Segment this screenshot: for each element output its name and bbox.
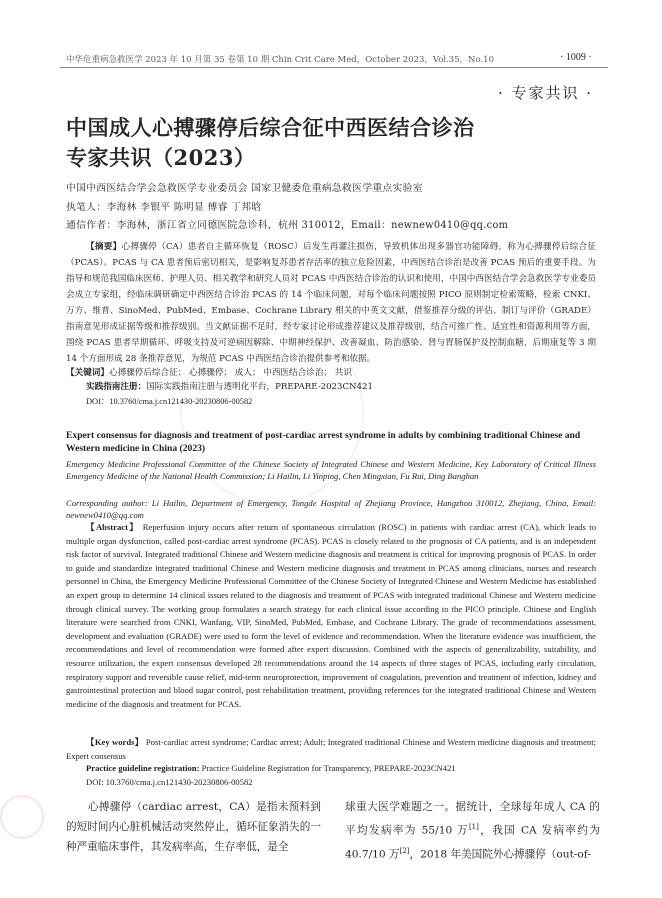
- chinese-doi: DOI：10.3760/cma.j.cn121430-20230806-00582: [86, 397, 253, 406]
- reference-2[interactable]: [2]: [399, 846, 410, 855]
- body-right-part-1: 球重大医学难题之一。据统计，全球每年成人 CA 的平均发病率为 55/10 万: [345, 801, 600, 837]
- title-line-1: 中国成人心搏骤停后综合征中西医结合诊治: [66, 115, 475, 140]
- english-title: Expert consensus for diagnosis and treatment of post-cardiac arrest syndrome in adults by combining traditional Chinese and Western medicine in China (2023): [66, 430, 581, 454]
- english-abstract-text: Reperfusion injury occurs after return of spontaneous circulation (ROSC) in patients with cardiac arrest (CA), which leads to multiple organ dysfunction, called post-cardiac arrest syndrome (PCAS). PCAS is closely related to the prognosis of CA patients, and is an independent risk factor of survival. Integrated traditional Chinese and Western medicine diagnosis and treatment is critical for improving prognosis of PCAS. In order to guide and standardize integrated traditional Chinese and Western medicine diagnosis and treatment in PCAS among clinicians, nurses and research personnel in China, the Emergency Medicine Professional Committee of the Chinese Society of Integrated Chinese and Western Medicine has established an expert group to determine 14 clinical issues related to the diagnosis and treatment of PCAS with integrated traditional Chinese and Western medicine through clinical survey. The working group formulates a search strategy for each clinical issue according to the PICO principle. Chinese and English literature were searched from CNKI, Wanfang, VIP, SinoMed, PubMed, Embase, and Cochrane Library. The grade of recommendations assessment, development and evaluation (GRADE) were used to form the level of evidence and recommendation. When the literature evidence was insufficient, the recommendations and level of recommendation were formed after expert discussion. Combined with the aspects of generalizability, suitability, and resource utilization, the expert consensus developed 28 recommendations around the 14 aspects of three stages of PCAS, including early circulation, respiratory support and reversible cause relief, mid-term neuroprotection, improvement of coagulation, prevention and treatment of infection, kidney and gastrointestinal protection and blood sugar control, post rehabilitation treatment, providing references for the integrated traditional Chinese and Western medicine of the diagnosis and treatment for PCAS.: [66, 522, 596, 709]
- keywords-text: 心搏骤停后综合征； 心搏骤停； 成人； 中西医结合诊治； 共识: [108, 368, 352, 378]
- english-abstract-label: 【Abstract】: [86, 522, 140, 532]
- english-keywords-text: Post-cardiac arrest syndrome; Cardiac arrest; Adult; Integrated traditional Chinese and Western medicine diagnosis and treatment; Expert consensus: [66, 737, 597, 761]
- corner-watermark: [0, 795, 44, 839]
- author-writers: 执笔人：李海林 李银平 陈明显 傅睿 丁邦晗: [66, 202, 262, 213]
- english-guideline-text: Practice Guideline Registration for Transparency, PREPARE-2023CN421: [201, 763, 456, 773]
- body-text-left-column: 心搏骤停（cardiac arrest，CA）是指未预料到的短时间内心脏机械活动突然停止，循环征象消失的一种严重临床事件，其发病率高，生存率低，是全: [66, 801, 321, 853]
- english-doi: DOI: 10.3760/cma.j.cn121430-20230806-00582: [86, 777, 253, 787]
- abstract-label: 【摘要】: [86, 242, 122, 252]
- english-affiliation: Emergency Medicine Professional Committee of the Chinese Society of Integrated Chinese and Western Medicine, Key Laboratory of Critical Illness Emergency Medicine of the National Health Commission; Li Hailin, Li Yinping, Chen Mingxian, Fu Rui, Ding Banghan: [66, 459, 596, 481]
- column-label: · 专家共识 ·: [498, 84, 594, 102]
- chinese-guideline-registration: [86, 380, 373, 392]
- running-header-journal: 中华危重病急救医学 2023 年 10 月第 35 卷第 10 期 Chin Crit Care Med，October 2023，Vol.35，No.10: [66, 55, 494, 65]
- body-right-part-2: ，我国 CA 发病率约为 40.7/10 万: [345, 824, 600, 861]
- english-abstract: [66, 521, 596, 711]
- english-guideline-registration: [86, 763, 456, 773]
- chinese-keywords: [66, 365, 596, 381]
- english-keywords-label: 【Key words】: [86, 737, 144, 747]
- guideline-label: 实践指南注册：: [86, 382, 147, 392]
- english-guideline-label: Practice guideline registration:: [86, 763, 200, 773]
- keywords-label: 【关键词】: [66, 368, 109, 378]
- corresponding-author: 通信作者：李海林，浙江省立同德医院急诊科，杭州 310012，Email：newnew0410@qq.com: [66, 220, 509, 231]
- body-right-part-3: ，2018 年美国院外心搏骤停（out-of-: [409, 848, 591, 861]
- abstract-text: 心搏骤停（CA）患者自主循环恢复（ROSC）后发生再灌注损伤，导致机体出现多器官功能障碍，称为心搏骤停后综合征（PCAS）。PCAS 与 CA 患者预后密切相关，是影响复苏患者存活率的独立危险因素，中西医结合诊治是改善 PCAS 预后的重要手段。为指导和规范我国临床医师、护理人员、相关教学和研究人员对 PCAS 中西医结合诊治的认识和使用，中国中西医结合学会急救医学专业委员会成立专家组，经临床调研确定中西医结合诊治 PCAS 的 14 个临床问题，对每个临床问题按照 PICO 原则制定检索策略，检索 CNKI、万方、维普、SinoMed、PubMed、Embase、Cochrane Library 相关的中英文文献，借鉴推荐分级的评估、制订与评价（GRADE）指南意见形成证据等级和推荐级别。当文献证据不足时，经专家讨论形成推荐建议及推荐级别，结合可推广性、适宜性和资源利用等方面，围绕 PCAS 患者早期循环、呼吸支持及可逆病因解除、中期神经保护、改善凝血、防治感染、肾与胃肠保护及控制血糖，后期康复等 3 期 14 个方面形成 28 条推荐意见，为规范 PCAS 中西医结合诊治提供参考和依据。: [66, 242, 596, 364]
- guideline-text: 国际实践指南注册与透明化平台，PREPARE-2023CN421: [146, 382, 373, 392]
- body-text-right-column: [345, 797, 600, 864]
- english-corresponding-author: Corresponding author: Li Hailin, Department of Emergency, Tongde Hospital of Zhejiang Province, Hangzhou 310012, Zhejiang, China, Email: newnew0410@qq.com: [66, 498, 596, 520]
- author-affiliation: 中国中西医结合学会急救医学专业委员会 国家卫健委危重病急救医学重点实验室: [66, 183, 423, 194]
- title-line-2: 专家共识（2023）: [66, 145, 256, 170]
- page-number: · 1009 ·: [560, 52, 592, 63]
- header-rule: [60, 67, 608, 68]
- chinese-abstract: [66, 239, 596, 367]
- english-keywords: [66, 736, 596, 763]
- reference-1[interactable]: [1]: [468, 823, 479, 831]
